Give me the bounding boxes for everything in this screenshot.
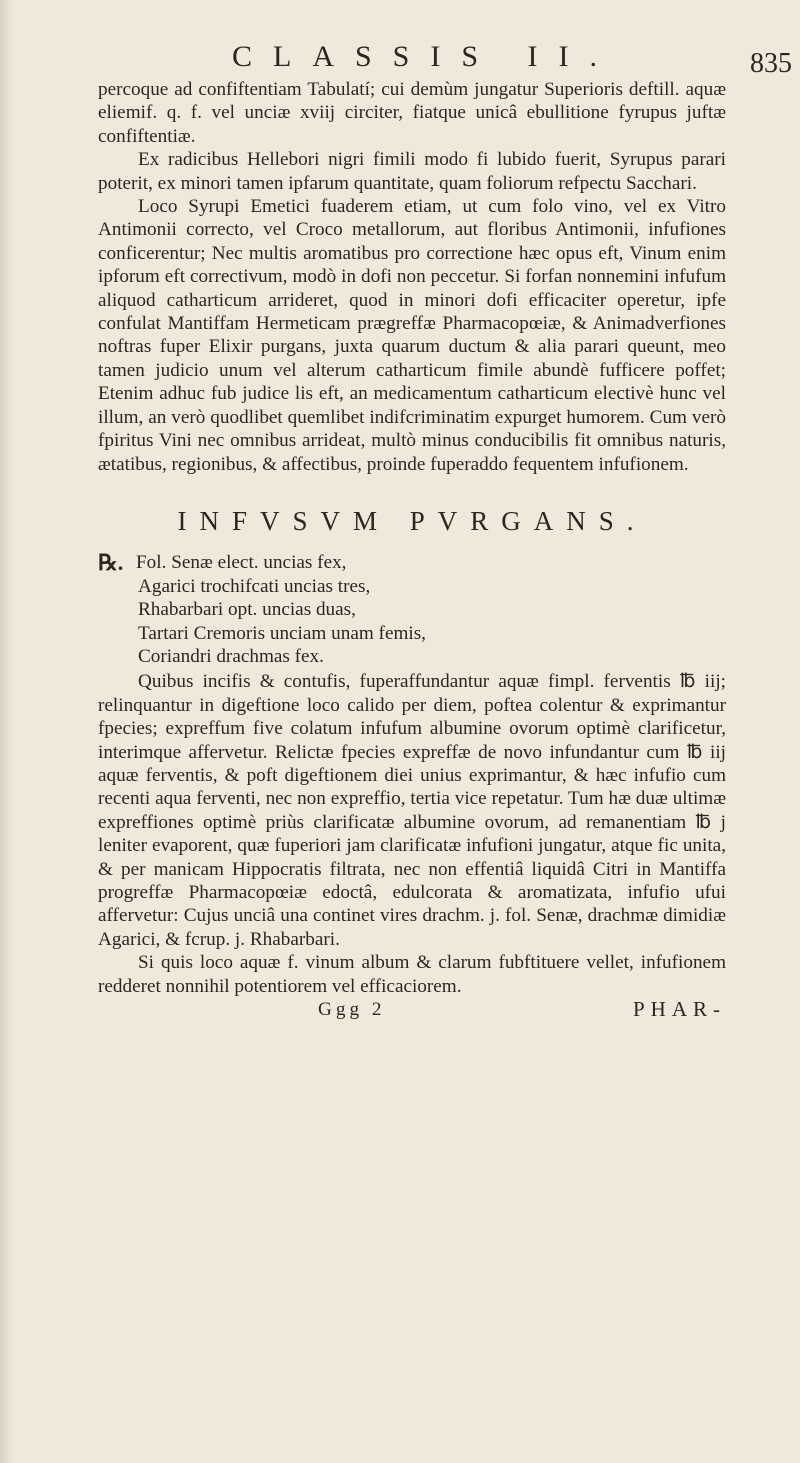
page-number: 835 (750, 48, 792, 79)
ingredient-line: Rhabarbari opt. uncias duas, (138, 599, 356, 621)
paragraph: Si quis loco aquæ f. vinum album & clarum fubftituere vellet, infufionem redderet nonnihil potentiorem vel efficaciorem. (98, 952, 726, 997)
paragraph: percoque ad confiftentiam Tabulatí; cui demùm jungatur Superioris deftill. aquæ eliemif. q. f. vel unciæ xviij circiter, fiatque unicâ ebullitione fyrupus juftæ confiftentiæ. (98, 79, 726, 147)
running-title: CLASSIS II. (232, 40, 619, 73)
page-header (232, 40, 792, 80)
paragraph: Quibus incifis & contufis, fuperaffundantur aquæ fimpl. ferventis ℔ iij; relinquantur in digeftione loco calido per diem, poftea colentur & exprimantur fpecies; expreffum five colatum infufum albumine ovorum optimè clarificetur, interimque affervetur. Relictæ fpecies expreffæ de novo infundantur cum ℔ iij aquæ ferventis, & poft digeftionem diei unius exprimantur, & hæc infufio cum recenti aqua ferventi, nec non expreffio, tertia vice repetatur. Tum hæ duæ ultimæ expreffiones optimè priùs clarificatæ albumine ovorum, ad remanentiam ℔ j leniter evaporent, quæ fuperiori jam clarificatæ infufioni jungatur, atque fic unita, & per manicam Hippocratis filtrata, nec non effentiâ liquidâ Citri in Mantiffa progreffæ Pharmacopœiæ edoctâ, edulcorata & aromatizata, infufio ufui affervetur: Cujus unciâ una continet vires drachm. j. fol. Senæ, drachmæ dimidiæ Agarici, & fcrup. j. Rhabarbari. (98, 671, 726, 950)
recipe-block (98, 551, 726, 668)
recipe-symbol: ℞. (98, 550, 124, 576)
paragraph: Ex radicibus Hellebori nigri fimili modo fi lubido fuerit, Syrupus parari poterit, ex minori tamen ipfarum quantitate, quam foliorum refpectu Sacchari. (98, 149, 726, 194)
ingredient-line: Tartari Cremoris unciam unam femis, (138, 622, 426, 644)
ingredient-line: Agarici trochifcati uncias tres, (138, 575, 371, 597)
ingredient-line: Coriandri drachmas fex. (138, 645, 324, 667)
catchword: PHAR- (632, 997, 726, 1022)
page-footer (98, 998, 726, 1021)
section-heading: INFVSVM PVRGANS. (177, 505, 647, 536)
paragraph: Loco Syrupi Emetici fuaderem etiam, ut cum folo vino, vel ex Vitro Antimonii correcto, vel Croco metallorum, aut floribus Antimonii, infufiones conficerentur; Nec multis aromatibus pro correctione hæc opus eft, Vinum enim ipforum eft correctivum, modò in dofi non peccetur. Si forfan nonnemini infufum aliquod catharticum arrideret, quod in minori dofi efficaciter operetur, ipfe confulat Mantiffam Hermeticam prægreffæ Pharmacopœiæ, & Animadverfiones noftras fuper Elixir purgans, juxta quarum ductum & alia parari queunt, meo tamen judicio unum vel alterum catharticum fimile abundè fufficere poffet; Etenim adhuc fub judice lis eft, an medicamentum catharticum electivè hunc vel illum, an verò quodlibet quemlibet indifcriminatim expurget humorem. Cum verò fpiritus Vini nec omnibus arrideat, multò minus conducibilis fit omnibus naturis, ætatibus, regionibus, & affectibus, proinde fuperaddo fequentem infufionem. (98, 196, 726, 475)
signature-mark: Ggg 2 (318, 999, 386, 1021)
ingredient-list (136, 551, 726, 668)
body-text (98, 78, 726, 1021)
ingredient-line: Fol. Senæ elect. uncias fex, (136, 552, 347, 574)
